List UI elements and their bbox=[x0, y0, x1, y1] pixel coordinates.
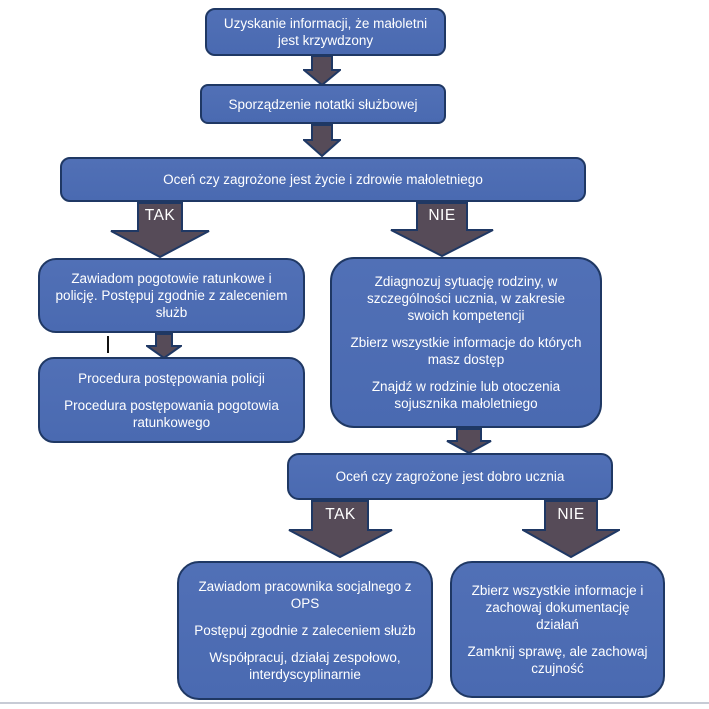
node-decision-welfare-text: Oceń czy zagrożone jest dobro ucznia bbox=[335, 469, 565, 484]
node-notify-ops-p3: Współpracuj, działaj zespołowo, interdyscyplinarnie bbox=[209, 650, 401, 682]
down-arrow-note-to-decision bbox=[303, 124, 341, 157]
bottom-divider-line bbox=[0, 702, 709, 704]
node-diagnose-p3: Znajdź w rodzinie lub otoczenia sojusznika małoletniego bbox=[371, 379, 561, 411]
node-decision-life bbox=[60, 157, 586, 202]
node-notify-services bbox=[38, 258, 305, 333]
node-notify-ops-p1: Zawiadom pracownika socjalnego z OPS bbox=[198, 579, 412, 611]
node-procedures bbox=[38, 357, 305, 443]
node-close-case-p2: Zamknij sprawę, ale zachowaj czujność bbox=[467, 644, 648, 676]
node-close-case bbox=[450, 561, 665, 698]
connector-line bbox=[107, 336, 109, 353]
node-start bbox=[205, 8, 446, 56]
node-notify-services-text: Zawiadom pogotowie ratunkowe i policję. Postępuj zgodnie z zaleceniem służb bbox=[55, 271, 288, 320]
node-note bbox=[200, 84, 446, 124]
node-start-text: Uzyskanie informacji, że małoletni jest krzywdzony bbox=[223, 16, 428, 48]
node-procedures-p2: Procedura postępowania pogotowia ratunkowego bbox=[64, 397, 279, 430]
node-diagnose-p1: Zdiagnozuj sytuację rodziny, w szczególności ucznia, w zakresie swoich kompetencji bbox=[366, 274, 566, 323]
branch-label-tak-1: TAK bbox=[144, 207, 176, 224]
node-decision-welfare bbox=[287, 453, 613, 500]
node-decision-life-text: Oceń czy zagrożone jest życie i zdrowie małoletniego bbox=[163, 172, 483, 187]
node-notify-ops-p2: Postępuj zgodnie z zaleceniem służb bbox=[194, 623, 416, 638]
node-diagnose bbox=[330, 257, 602, 428]
branch-label-nie-2: NIE bbox=[557, 506, 585, 523]
down-arrow-start-to-note bbox=[303, 55, 341, 86]
node-close-case-p1: Zbierz wszystkie informacje i zachowaj dokumentację działań bbox=[471, 583, 644, 632]
node-note-text: Sporządzenie notatki służbowej bbox=[228, 96, 418, 112]
node-notify-ops bbox=[177, 561, 433, 700]
branch-label-nie-1: NIE bbox=[428, 207, 456, 224]
node-procedures-p1: Procedura postępowania policji bbox=[78, 370, 265, 386]
down-arrow-to-procedures bbox=[146, 333, 182, 359]
down-arrow-to-decision2 bbox=[446, 428, 492, 454]
branch-label-tak-2: TAK bbox=[325, 506, 356, 523]
node-diagnose-p2: Zbierz wszystkie informacje do których masz dostęp bbox=[350, 335, 582, 367]
